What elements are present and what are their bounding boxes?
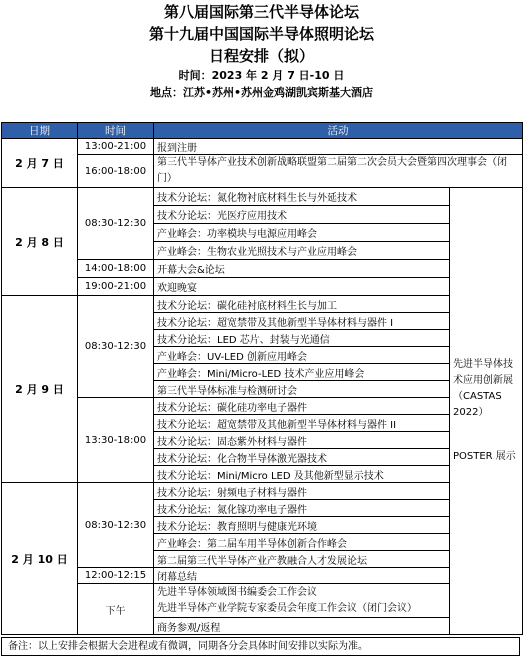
column-header-time: 时间 xyxy=(78,123,154,139)
time-cell: 08:30-12:30 xyxy=(78,296,154,398)
time-cell: 13:30-18:00 xyxy=(78,398,154,483)
date-cell: 2 月 7 日 xyxy=(2,139,78,188)
title-line-2: 第十九届中国国际半导体照明论坛 xyxy=(148,25,374,43)
activity-cell: 技术分论坛：超宽禁带及其他新型半导体材料与器件 I xyxy=(154,313,450,330)
activity-cell: 报到注册 xyxy=(154,139,523,155)
time-cell: 16:00-18:00 xyxy=(78,155,154,188)
activity-cell: 技术分论坛：Mini/Micro LED 及其他新型显示技术 xyxy=(154,466,450,483)
time-cell: 下午 xyxy=(78,584,154,635)
title-line-1: 第八届国际第三代半导体论坛 xyxy=(163,3,359,21)
activity-cell: 技术分论坛：教育照明与健康光环境 xyxy=(154,517,450,534)
activity-cell: 技术分论坛：射频电子材料与器件 xyxy=(154,483,450,500)
time-cell: 08:30-12:30 xyxy=(78,188,154,260)
exhibition-side-cell xyxy=(450,188,523,635)
time-line: 时间：2023 年 2 月 7 日-10 日 xyxy=(178,69,345,82)
poster-note: POSTER 展示 xyxy=(453,451,516,462)
table-row xyxy=(2,483,523,500)
activity-cell: 欢迎晚宴 xyxy=(154,278,450,296)
time-cell: 08:30-12:30 xyxy=(78,483,154,568)
table-row xyxy=(2,398,523,415)
activity-cell: 技术分论坛：氮化物衬底材料生长与外延技术 xyxy=(154,188,450,206)
activity-cell: 第三代半导体标准与检测研讨会 xyxy=(154,381,450,398)
table-row xyxy=(2,584,523,618)
venue-line: 地点：江苏•苏州•苏州金鸡湖凯宾斯基大酒店 xyxy=(149,86,374,99)
activity-cell: 先进半导体领域图书编委会工作会议 先进半导体产业学院专家委员会年度工作会议（闭门会议） xyxy=(154,584,450,618)
activity-cell: 技术分论坛：氮化镓功率电子器件 xyxy=(154,500,450,517)
activity-cell: 技术分论坛：碳化硅衬底材料生长与加工 xyxy=(154,296,450,313)
activity-cell: 技术分论坛：碳化硅功率电子器件 xyxy=(154,398,450,415)
activity-cell: 开幕大会&论坛 xyxy=(154,260,450,278)
time-cell: 14:00-18:00 xyxy=(78,260,154,278)
table-row xyxy=(2,260,523,278)
activity-cell: 产业峰会：第二届车用半导体创新合作峰会 xyxy=(154,534,450,551)
activity-cell: 商务参观/返程 xyxy=(154,618,450,635)
activity-cell: 产业峰会：生物农业光照技术与产业应用峰会 xyxy=(154,242,450,260)
date-cell: 2 月 9 日 xyxy=(2,296,78,483)
activity-cell: 第三代半导体产业技术创新战略联盟第二届第二次会员大会暨第四次理事会（闭门） xyxy=(154,155,523,188)
activity-cell: 技术分论坛：化合物半导体激光器技术 xyxy=(154,449,450,466)
title-line-3: 日程安排（拟） xyxy=(208,47,314,65)
table-row xyxy=(2,278,523,296)
column-header-activity: 活动 xyxy=(154,123,523,139)
activity-cell: 技术分论坛：LED 芯片、封装与光通信 xyxy=(154,330,450,347)
exhibition-note: 先进半导体技术应用创新展（CASTAS 2022） xyxy=(453,359,513,418)
activity-cell: 产业峰会：UV-LED 创新应用峰会 xyxy=(154,347,450,364)
time-cell: 19:00-21:00 xyxy=(78,278,154,296)
activity-cell: 第二届第三代半导体产业产教融合人才发展论坛 xyxy=(154,551,450,568)
time-cell: 12:00-12:15 xyxy=(78,568,154,584)
table-row xyxy=(2,139,523,155)
activity-cell: 闭幕总结 xyxy=(154,568,450,584)
activity-cell: 技术分论坛：超宽禁带及其他新型半导体材料与器件 II xyxy=(154,415,450,432)
activity-cell: 产业峰会：Mini/Micro-LED 技术产业应用峰会 xyxy=(154,364,450,381)
table-row xyxy=(2,188,523,206)
table-header-row xyxy=(2,123,523,139)
footer-note: 备注：以上安排会根据大会进程或有微调，同期各分会具体时间安排以实际为准。 xyxy=(1,637,520,656)
table-row xyxy=(2,155,523,188)
schedule-table xyxy=(1,122,523,635)
activity-cell: 产业峰会：功率模块与电源应用峰会 xyxy=(154,224,450,242)
time-cell: 13:00-21:00 xyxy=(78,139,154,155)
column-header-date: 日期 xyxy=(2,123,78,139)
date-cell: 2 月 8 日 xyxy=(2,188,78,296)
table-row xyxy=(2,296,523,313)
activity-cell: 技术分论坛：光医疗应用技术 xyxy=(154,206,450,224)
activity-cell: 技术分论坛：固态紫外材料与器件 xyxy=(154,432,450,449)
table-row xyxy=(2,568,523,584)
date-cell: 2 月 10 日 xyxy=(2,483,78,635)
